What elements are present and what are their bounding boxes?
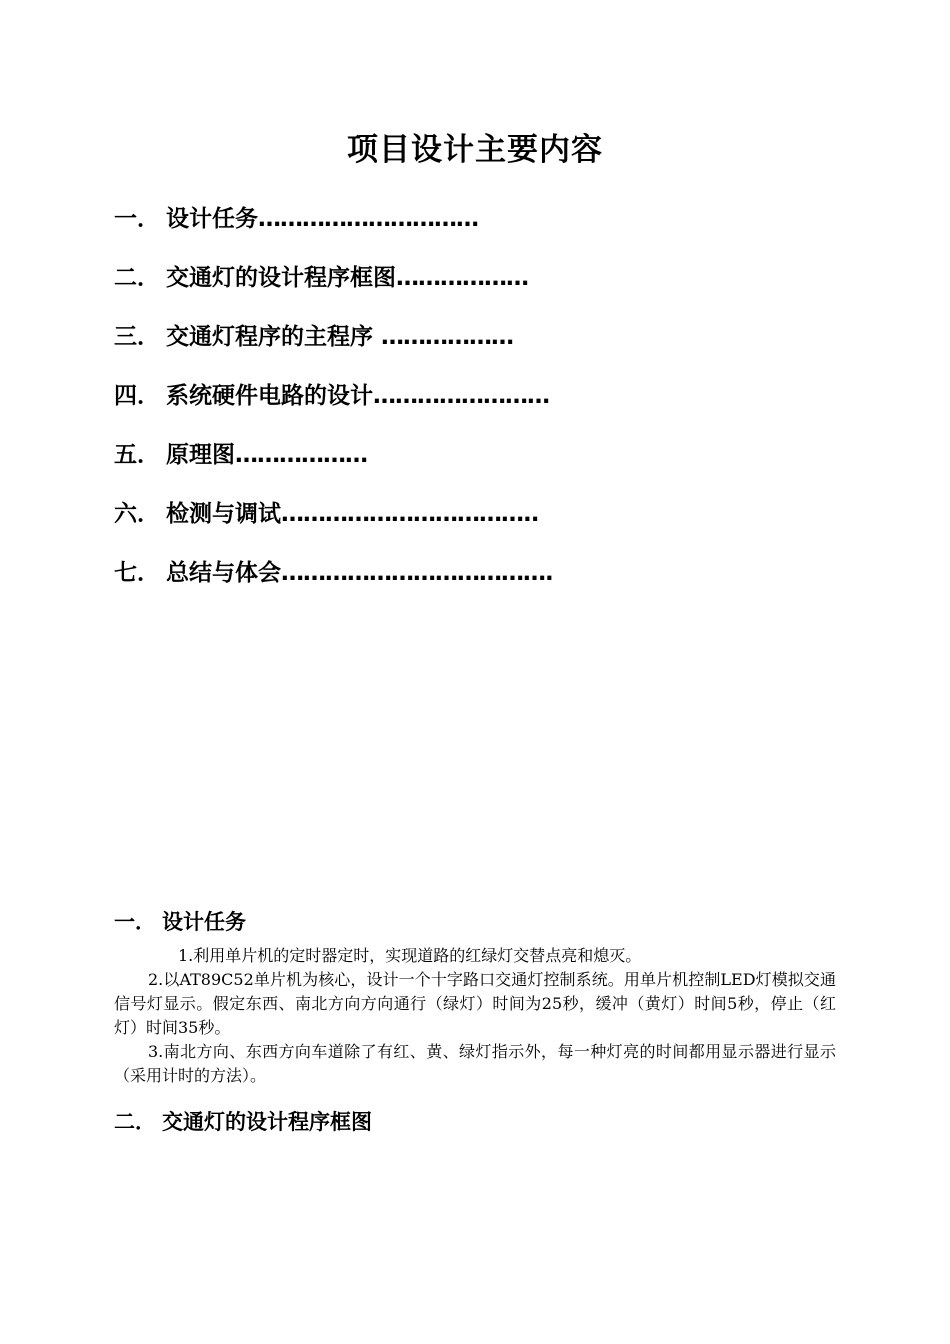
toc-item: [114, 320, 553, 379]
section-body-design-task: [114, 944, 836, 1088]
table-of-contents: [114, 202, 553, 615]
page-title: 项目设计主要内容: [347, 132, 603, 168]
body-paragraph: 2.以AT89C52单片机为核心，设计一个十字路口交通灯控制系统。用单片机控制LED灯模拟交通信号灯显示。假定东西、南北方向方向通行（绿灯）时间为25秒，缓冲（黄灯）时间5秒，停止（红灯）时间35秒。: [114, 970, 836, 1037]
toc-item-label: 检测与调试: [166, 501, 281, 527]
toc-item-number: 七．: [114, 560, 160, 586]
toc-item: [114, 202, 553, 261]
toc-item-leader: ………………: [235, 442, 367, 468]
toc-item-number: 三．: [114, 324, 160, 350]
toc-item-label: 交通灯程序的主程序: [166, 324, 382, 350]
toc-item-leader: ………………: [396, 265, 528, 291]
toc-item-number: 五．: [114, 442, 160, 468]
toc-item-number: 一．: [114, 206, 160, 232]
toc-item-leader: ………………: [381, 324, 514, 350]
toc-item-number: 六．: [114, 501, 160, 527]
toc-item-leader: …………………………: [258, 206, 478, 232]
toc-item-label: 总结与体会: [166, 560, 281, 586]
toc-item-label: 交通灯的设计程序框图: [166, 265, 396, 291]
section-number: 一．: [114, 910, 156, 934]
section-title: 设计任务: [162, 910, 246, 934]
toc-item-label: 原理图: [166, 442, 235, 468]
toc-item: [114, 438, 553, 497]
section-number: 二．: [114, 1110, 156, 1134]
section-title: 交通灯的设计程序框图: [162, 1110, 372, 1134]
toc-item-label: 设计任务: [166, 206, 258, 232]
toc-item-number: 二．: [114, 265, 160, 291]
section-heading-flowchart: [114, 1106, 372, 1136]
toc-item: [114, 379, 553, 438]
toc-item: [114, 497, 553, 556]
toc-item-leader: ……………………………….: [281, 560, 553, 586]
toc-item-leader: ……………………: [373, 383, 549, 409]
body-paragraph: 1.利用单片机的定时器定时，实现道路的红绿灯交替点亮和熄灭。: [178, 946, 642, 965]
toc-item-leader: ……………………………..: [281, 501, 539, 527]
toc-item: [114, 261, 553, 320]
toc-item: [114, 556, 553, 615]
section-heading-design-task: [114, 906, 246, 936]
toc-item-label: 系统硬件电路的设计: [166, 383, 373, 409]
toc-item-number: 四．: [114, 383, 160, 409]
body-paragraph: 3.南北方向、东西方向车道除了有红、黄、绿灯指示外，每一种灯亮的时间都用显示器进行显示（采用计时的方法）。: [114, 1042, 836, 1085]
